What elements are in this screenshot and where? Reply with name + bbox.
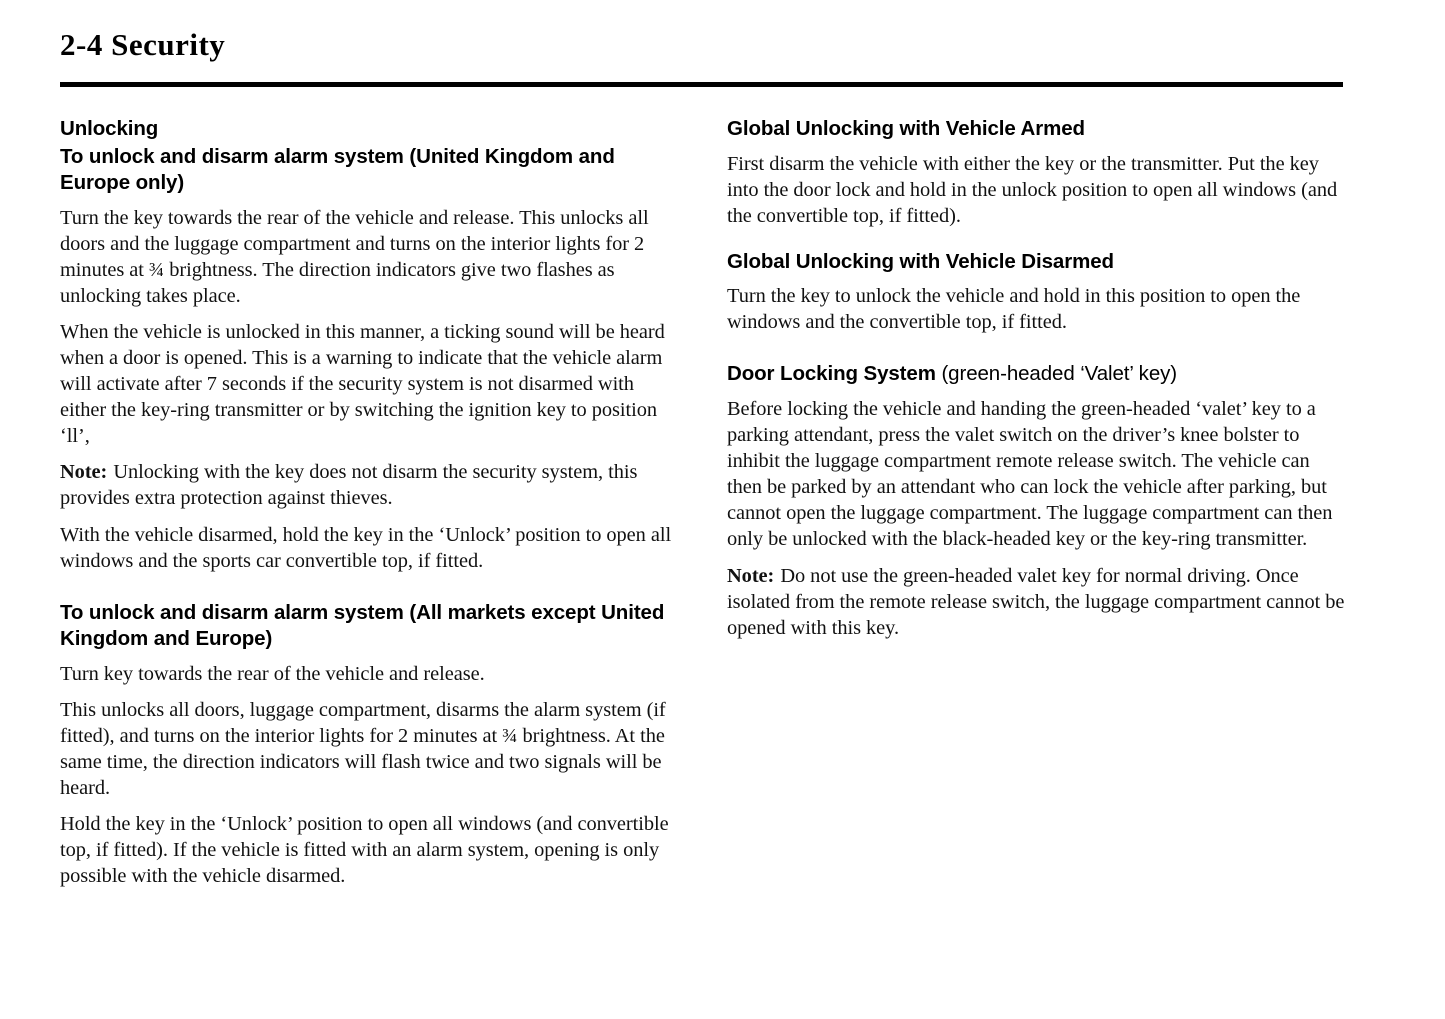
paragraph-vehicle-disarmed-unlock: With the vehicle disarmed, hold the key in the ‘Unlock’ position to open all windows and the sports car convertible top, if fitted. <box>60 523 672 572</box>
heading-door-locking-system-qualifier: (green-headed ‘Valet’ key) <box>935 362 1178 386</box>
heading-global-unlocking-disarmed: Global Unlocking with Vehicle Disarmed <box>727 249 1114 273</box>
header-divider-rule <box>60 82 1343 87</box>
note-text: Do not use the green-headed valet key for normal driving. Once isolated from the remote release switch, the luggage compartment cannot be opened with this key. <box>727 564 1345 639</box>
note-label: Note: <box>60 461 108 484</box>
note-valet-key-warning <box>727 563 1345 641</box>
heading-unlocking: Unlocking <box>60 117 159 140</box>
heading-global-unlocking-armed: Global Unlocking with Vehicle Armed <box>727 117 1085 140</box>
heading-unlock-disarm-uk-europe: To unlock and disarm alarm system (United Kingdom and Europe only) <box>60 144 615 194</box>
left-column <box>60 116 676 889</box>
paragraph-global-unlocking-disarmed: Turn the key to unlock the vehicle and hold in this position to open the windows and the convertible top, if fitted. <box>727 285 1301 334</box>
paragraph-ticking-sound-warning: When the vehicle is unlocked in this manner, a ticking sound will be heard when a door is opened. This is a warning to indicate that the vehicle alarm will activate after 7 seconds if the security system is not disarmed with either the key-ring transmitter or by switching the ignition key to position ‘ll’, <box>60 320 665 448</box>
heading-door-locking-system <box>727 361 1345 388</box>
page-title: 2-4 Security <box>60 27 226 62</box>
paragraph-unlocks-all-doors: This unlocks all doors, luggage compartment, disarms the alarm system (if fitted), and turns on the interior lights for 2 minutes at ¾ brightness. At the same time, the direction indicators will flash twice and two signals will be heard. <box>60 698 666 800</box>
note-unlocking-key-security <box>60 459 676 511</box>
paragraph-valet-key-procedure: Before locking the vehicle and handing the green-headed ‘valet’ key to a parking attendant, press the valet switch on the driver’s knee bolster to inhibit the luggage compartment remote release switch. The vehicle can then be parked by an attendant who can lock the vehicle after parking, but cannot open the luggage compartment. The luggage compartment can then only be unlocked with the black-headed key or the key-ring transmitter. <box>727 397 1333 551</box>
paragraph-turn-key-uk: Turn the key towards the rear of the vehicle and release. This unlocks all doors and the luggage compartment and turns on the interior lights for 2 minutes at ¾ brightness. The direction indicators give two flashes as unlocking takes place. <box>60 206 649 307</box>
note-text: Unlocking with the key does not disarm the security system, this provides extra protection against thieves. <box>60 461 638 510</box>
paragraph-turn-key-all-markets: Turn key towards the rear of the vehicle and release. <box>60 662 485 685</box>
two-column-body <box>0 116 1445 1006</box>
page-header <box>60 26 1345 64</box>
paragraph-global-unlocking-armed: First disarm the vehicle with either the key or the transmitter. Put the key into the door lock and hold in the unlock position to open all windows (and the convertible top, if fitted). <box>727 152 1338 227</box>
paragraph-hold-key-unlock-position: Hold the key in the ‘Unlock’ position to open all windows (and convertible top, if fitted). If the vehicle is fitted with an alarm system, opening is only possible with the vehicle disarmed. <box>60 813 669 888</box>
heading-unlock-disarm-all-markets: To unlock and disarm alarm system (All markets except United Kingdom and Europe) <box>60 600 665 651</box>
right-column <box>727 116 1345 641</box>
note-label: Note: <box>727 564 775 587</box>
heading-door-locking-system-bold: Door Locking System <box>727 362 936 386</box>
